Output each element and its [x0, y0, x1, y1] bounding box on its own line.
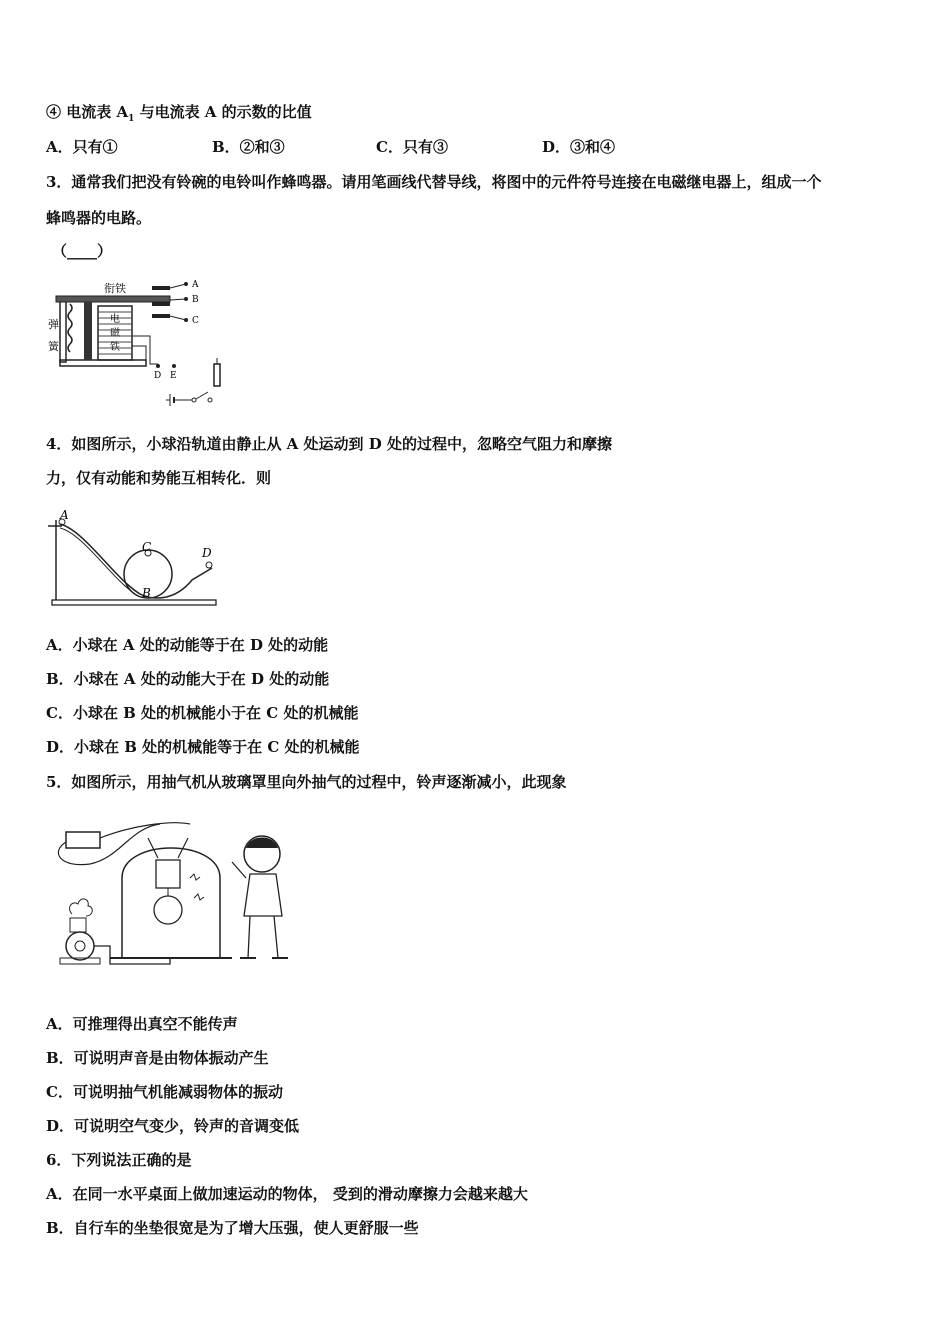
track-curve — [60, 524, 212, 598]
q2-option-b: B．②和③ — [212, 138, 285, 156]
bell-jar-figure — [50, 818, 300, 976]
label-terminal-e: E — [170, 371, 177, 381]
q3-stem-line-1: 3．通常我们把没有铃碗的电铃叫作蜂鸣器。请用笔画线代替导线，将图中的元件符号连接在电磁继电器上，组成一个 — [46, 173, 822, 191]
iron-core — [84, 302, 92, 360]
q2-option-c: C．只有③ — [376, 138, 448, 156]
label-point-a: A — [60, 508, 69, 522]
q2-item-4-sub: 1 — [128, 114, 135, 124]
q6-option-b: B．自行车的坐垫很宽是为了增大压强，使人更舒服一些 — [46, 1219, 419, 1237]
label-point-b: B — [142, 586, 151, 600]
label-point-c: C — [142, 540, 152, 554]
label-point-d: D — [202, 546, 212, 560]
label-electromagnet-3: 铁 — [110, 342, 120, 353]
q4-option-a: A．小球在 A 处的动能等于在 D 处的动能 — [46, 636, 329, 654]
ground-plate — [52, 600, 216, 605]
bell-jar — [122, 848, 220, 958]
q2-option-a: A．只有① — [46, 138, 118, 156]
q6-option-a: A．在同一水平桌面上做加速运动的物体， 受到的滑动摩擦力会越来越大 — [46, 1185, 528, 1203]
power-supply — [66, 832, 100, 848]
buzzer-symbol — [214, 364, 220, 386]
relay-post — [60, 300, 66, 362]
spring — [68, 304, 72, 352]
q4-option-b: B．小球在 A 处的动能大于在 D 处的动能 — [46, 670, 330, 688]
q2-item-4-post: 与电流表 A 的示数的比值 — [134, 103, 312, 121]
track-figure — [44, 506, 224, 610]
q4-option-d: D．小球在 B 处的机械能等于在 C 处的机械能 — [46, 738, 360, 756]
q2-item-4-pre: ④ 电流表 A — [46, 103, 129, 121]
label-contact-a: A — [192, 280, 199, 290]
electric-bell — [156, 860, 180, 888]
label-contact-c: C — [192, 316, 199, 326]
q4-stem-line-1: 4．如图所示，小球沿轨道由静止从 A 处运动到 D 处的过程中，忽略空气阻力和摩擦 — [46, 435, 612, 453]
q5-option-a: A．可推理得出真空不能传声 — [46, 1015, 238, 1033]
q2-option-d: D．③和④ — [542, 138, 616, 156]
q5-option-c: C．可说明抽气机能减弱物体的振动 — [46, 1083, 283, 1101]
label-spring-2: 簧 — [48, 340, 59, 353]
q6-stem: 6．下列说法正确的是 — [46, 1151, 192, 1169]
air-pump — [66, 932, 94, 960]
q5-option-b: B．可说明声音是由物体振动产生 — [46, 1049, 269, 1067]
q4-option-c: C．小球在 B 处的机械能小于在 C 处的机械能 — [46, 704, 359, 722]
label-spring-1: 弹 — [48, 318, 59, 331]
q4-stem-line-2: 力，仅有动能和势能互相转化．则 — [46, 469, 272, 487]
q3-answer-blank: （____） — [52, 242, 113, 260]
label-electromagnet-1: 电 — [110, 314, 120, 325]
label-contact-b: B — [192, 295, 199, 305]
label-electromagnet-2: 磁 — [110, 328, 120, 339]
q5-option-d: D．可说明空气变少，铃声的音调变低 — [46, 1117, 300, 1135]
q3-stem-line-2: 蜂鸣器的电路。 — [46, 209, 152, 227]
relay-base — [60, 360, 146, 366]
relay-circuit-figure — [46, 272, 236, 417]
label-armature: 衔铁 — [104, 282, 126, 295]
label-terminal-d: D — [154, 371, 162, 381]
q5-stem: 5．如图所示，用抽气机从玻璃罩里向外抽气的过程中，铃声逐渐减小，此现象 — [46, 773, 567, 791]
q2-item-4 — [46, 102, 312, 129]
armature-lever — [56, 296, 170, 302]
